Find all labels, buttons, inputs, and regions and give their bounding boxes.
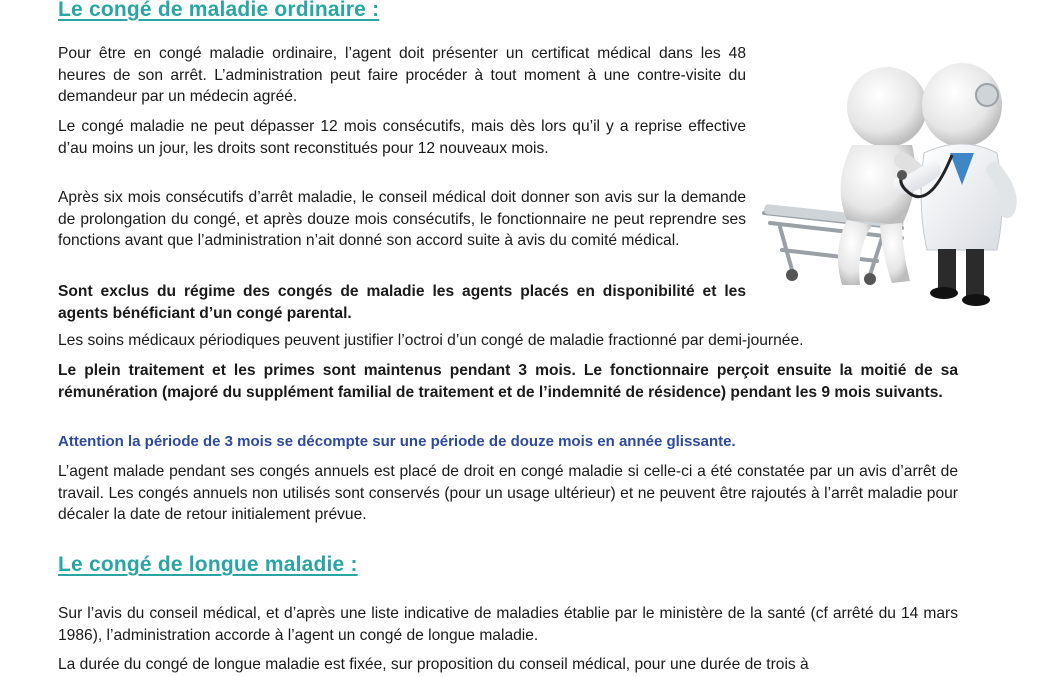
paragraph-certificat: Pour être en congé maladie ordinaire, l’agent doit présenter un certificat médical dans les 48 heures de son arrêt. L’administration peut faire procéder à tout moment à une contre-visite du demandeur par un médecin agréé.	[58, 45, 746, 105]
attention-note: Attention la période de 3 mois se décompte sur une période de douze mois en année glissante.	[58, 433, 736, 450]
paragraph-soins-periodiques: Les soins médicaux périodiques peuvent justifier l’octroi d’un congé de maladie fractionné par demi-journée.	[58, 332, 804, 349]
paragraph-exclusions: Sont exclus du régime des congés de maladie les agents placés en disponibilité et les agents bénéficiant d’un congé parental.	[58, 283, 746, 322]
section-heading-conge-maladie-ordinaire: Le congé de maladie ordinaire :	[58, 0, 380, 21]
doctor-patient-illustration	[752, 35, 1042, 320]
paragraph-six-mois: Après six mois consécutifs d’arrêt maladie, le conseil médical doit donner son avis sur la demande de prolongation du congé, et après douze mois consécutifs, le fonctionnaire ne peut reprendre ses fonctions avant que l’administration n’ait donné son accord suite à avis du comité médical.	[58, 189, 746, 249]
paragraph-duree-longue-maladie: La durée du congé de longue maladie est fixée, sur proposition du conseil médical, pour une durée de trois à	[58, 656, 809, 673]
paragraph-plein-traitement: Le plein traitement et les primes sont maintenus pendant 3 mois. Le fonctionnaire perçoit ensuite la moitié de sa rémunération (majoré du supplément familial de traitement et de l’indemnité de résidence) pendant les 9 mois suivants.	[58, 362, 958, 401]
paragraph-duree-conge: Le congé maladie ne peut dépasser 12 mois consécutifs, mais dès lors qu’il y a reprise effective d’au moins un jour, les droits sont reconstitués pour 12 nouveaux mois.	[58, 118, 746, 157]
paragraph-avis-conseil: Sur l’avis du conseil médical, et d’après une liste indicative de maladies établie par le ministère de la santé (cf arrêté du 14 mars 1986), l’administration accorde à l’agent un congé de longue maladie.	[58, 605, 958, 644]
paragraph-conges-annuels: L’agent malade pendant ses congés annuels est placé de droit en congé maladie si celle-ci a été constatée par un avis d’arrêt de travail. Les congés annuels non utilisés sont conservés (pour un usage ultérieur) et ne peuvent être rajoutés à l’arrêt maladie pour décaler la date de retour initialement prévue.	[58, 463, 958, 523]
section-heading-longue-maladie: Le congé de longue maladie :	[58, 553, 358, 576]
